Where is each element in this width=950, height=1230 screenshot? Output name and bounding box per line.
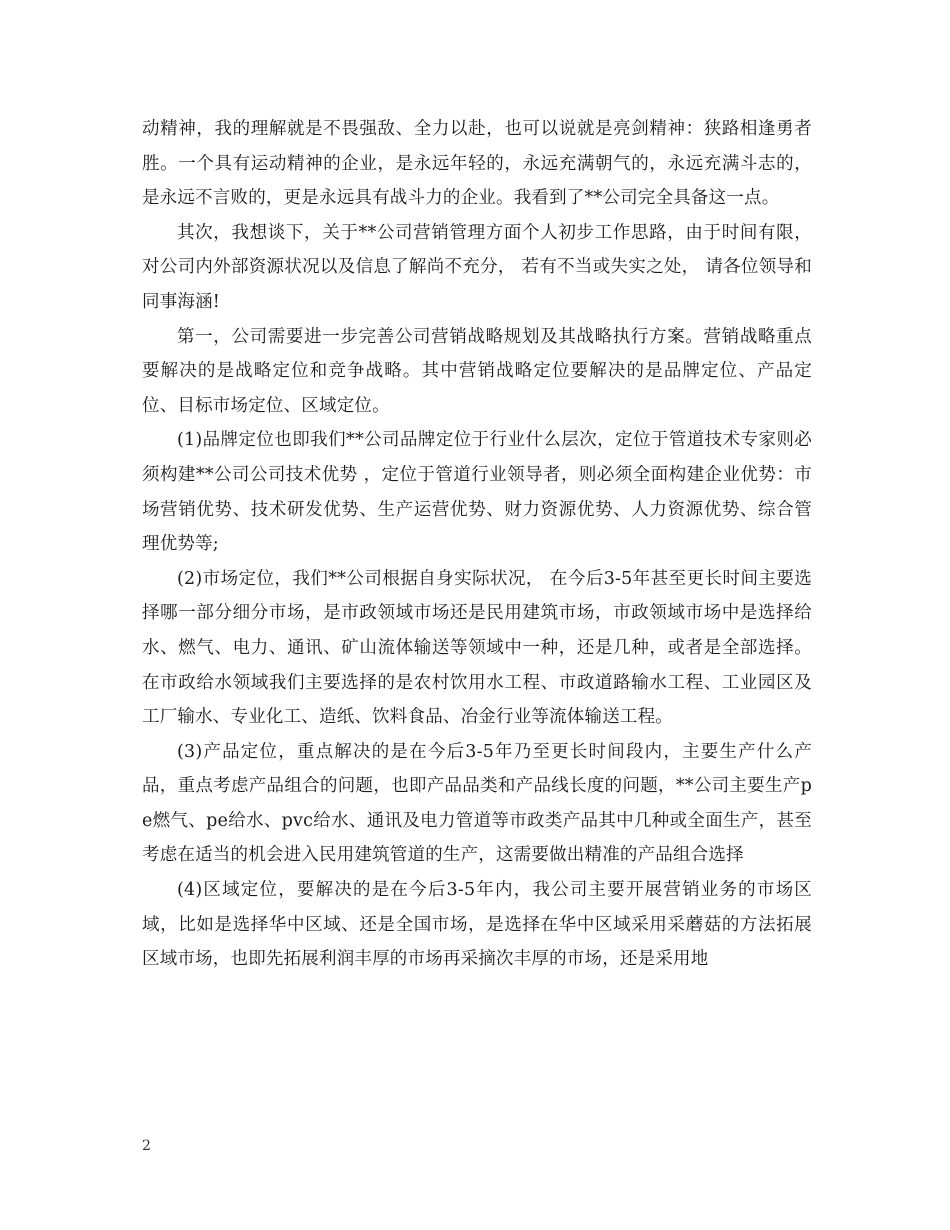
paragraph-1: 动精神，我的理解就是不畏强敌、全力以赴，也可以说就是亮剑精神：狭路相逢勇者胜。一个具有运动精神的企业，是永远年轻的，永远充满朝气的，永远充满斗志的，是永远不言败的，更是永远具有战斗力的企业。我看到了**公司完全具备这一点。 xyxy=(142,119,812,209)
paragraph-7: (4)区域定位，要解决的是在今后3-5年内，我公司主要开展营销业务的市场区域，比如是选择华中区域、还是全国市场，是选择在华中区域采用采蘑菇的方法拓展区域市场，也即先拓展利润丰厚的市场再采摘次丰厚的市场，还是采用地 xyxy=(142,880,812,970)
paragraph-3: 第一，公司需要进一步完善公司营销战略规划及其战略执行方案。营销战略重点要解决的是战略定位和竞争战略。其中营销战略定位要解决的是品牌定位、产品定位、目标市场定位、区域定位。 xyxy=(142,326,812,416)
paragraph-5: (2)市场定位，我们**公司根据自身实际状况， 在今后3-5年甚至更长时间主要选择哪一部分细分市场，是市政领域市场还是民用建筑市场，市政领域市场中是选择给水、燃气、电力、通讯、矿山流体输送等领域中一种，还是几种，或者是全部选择。在市政给水领域我们主要选择的是农村饮用水工程、市政道路输水工程、工业园区及工厂输水、专业化工、造纸、饮料食品、冶金行业等流体输送工程。 xyxy=(142,568,812,728)
paragraph-4: (1)品牌定位也即我们**公司品牌定位于行业什么层次，定位于管道技术专家则必须构建**公司公司技术优势 ，定位于管道行业领导者，则必须全面构建企业优势：市场营销优势、技术研发优势、生产运营优势、财力资源优势、人力资源优势、综合管理优势等; xyxy=(142,430,812,555)
paragraph-2: 其次，我想谈下，关于**公司营销管理方面个人初步工作思路，由于时间有限，对公司内外部资源状况以及信息了解尚不充分， 若有不当或失实之处， 请各位领导和同事海涵! xyxy=(142,222,812,312)
document-page xyxy=(142,112,812,977)
paragraph-6: (3)产品定位，重点解决的是在今后3-5年乃至更长时间段内，主要生产什么产品，重点考虑产品组合的问题，也即产品品类和产品线长度的问题，**公司主要生产pe燃气、pe给水、pvc给水、通讯及电力管道等市政类产品其中几种或全面生产，甚至考虑在适当的机会进入民用建筑管道的生产，这需要做出精准的产品组合选择 xyxy=(142,741,812,866)
page-number: 2 xyxy=(142,1138,151,1154)
